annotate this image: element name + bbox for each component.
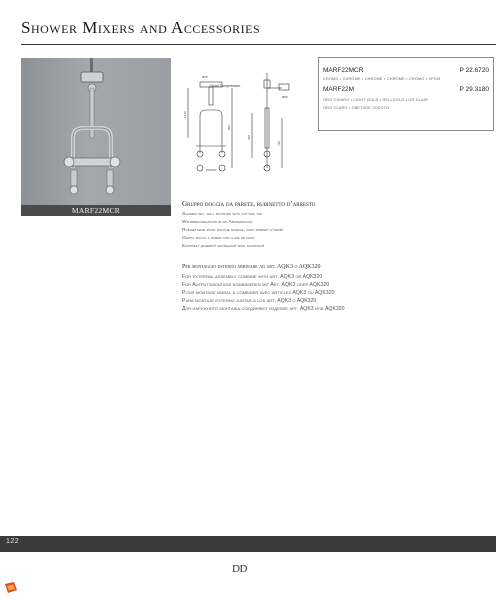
- product-price: P 22.6720: [459, 67, 489, 74]
- technical-drawing: [182, 58, 312, 186]
- product-code: MARF22MCR: [323, 67, 364, 74]
- svg-text:Ø50: Ø50: [282, 95, 288, 99]
- pdf-icon[interactable]: [3, 581, 19, 595]
- price-table: [318, 57, 494, 131]
- finish-text: ORO CHIARO • LIGHT GOLD • HELLGOLD • OR CLAIR ORO CLARO • СВЕТЛОЕ ЗОЛОТО: [323, 98, 428, 110]
- brand-logo: DD: [232, 563, 247, 575]
- installation-note: For external assembly combine with art. AQK3 or AQK320: [182, 274, 323, 280]
- installation-note: Per montaggio esterno abbinare ad art. AQK3 o AQK320: [182, 264, 321, 270]
- svg-text:720: 720: [277, 140, 281, 146]
- installation-note: Pour montage mural à combiner avec articles AQK3 ou AQK320: [182, 290, 335, 296]
- description-line: Wandbrausegarnitur mit Absperrhahn: [182, 220, 253, 225]
- svg-text:Ø75: Ø75: [202, 75, 208, 79]
- svg-text:800: 800: [227, 124, 231, 130]
- svg-text:460: 460: [247, 134, 251, 140]
- installation-note: Für Aufputzmontage kombinieren mit Art. AQK3 oder AQK320: [182, 282, 330, 288]
- installation-note: Для наружного монтажа соединяют изделие арт. AQK3 или AQK320: [182, 306, 345, 312]
- installation-note: Para montaje externo juntar a los art. AQK3 o AQK320: [182, 298, 317, 304]
- page-title: Shower Mixers and Accessories: [21, 18, 261, 37]
- title-rule: [21, 44, 496, 45]
- description-line: Grupo ducha a pared con llave de paso: [182, 236, 255, 241]
- description-line: Комплект душевой настенный кран запорный: [182, 244, 264, 249]
- finish-text: CROMO • CHROME • CHROME • CHROME • CROMO • ХРОМ: [323, 77, 441, 81]
- page-number: 122: [6, 538, 20, 545]
- product-price: P 29.3180: [459, 86, 489, 93]
- drawing-label: 10mm Compression: [209, 84, 241, 88]
- description-line: Robinetterie pour douche murale, avec robinet d’arrêt: [182, 228, 284, 233]
- product-photo: [21, 58, 171, 205]
- footer-bar: [0, 536, 496, 552]
- product-code: MARF22M: [323, 86, 355, 93]
- svg-text:1430: 1430: [183, 111, 187, 118]
- description-line: Shower set, wall mounted with cut-off tap: [182, 212, 263, 217]
- photo-caption: MARF22MCR: [21, 205, 171, 216]
- description-title: Gruppo doccia da parete, rubinetto d’arresto: [182, 200, 316, 208]
